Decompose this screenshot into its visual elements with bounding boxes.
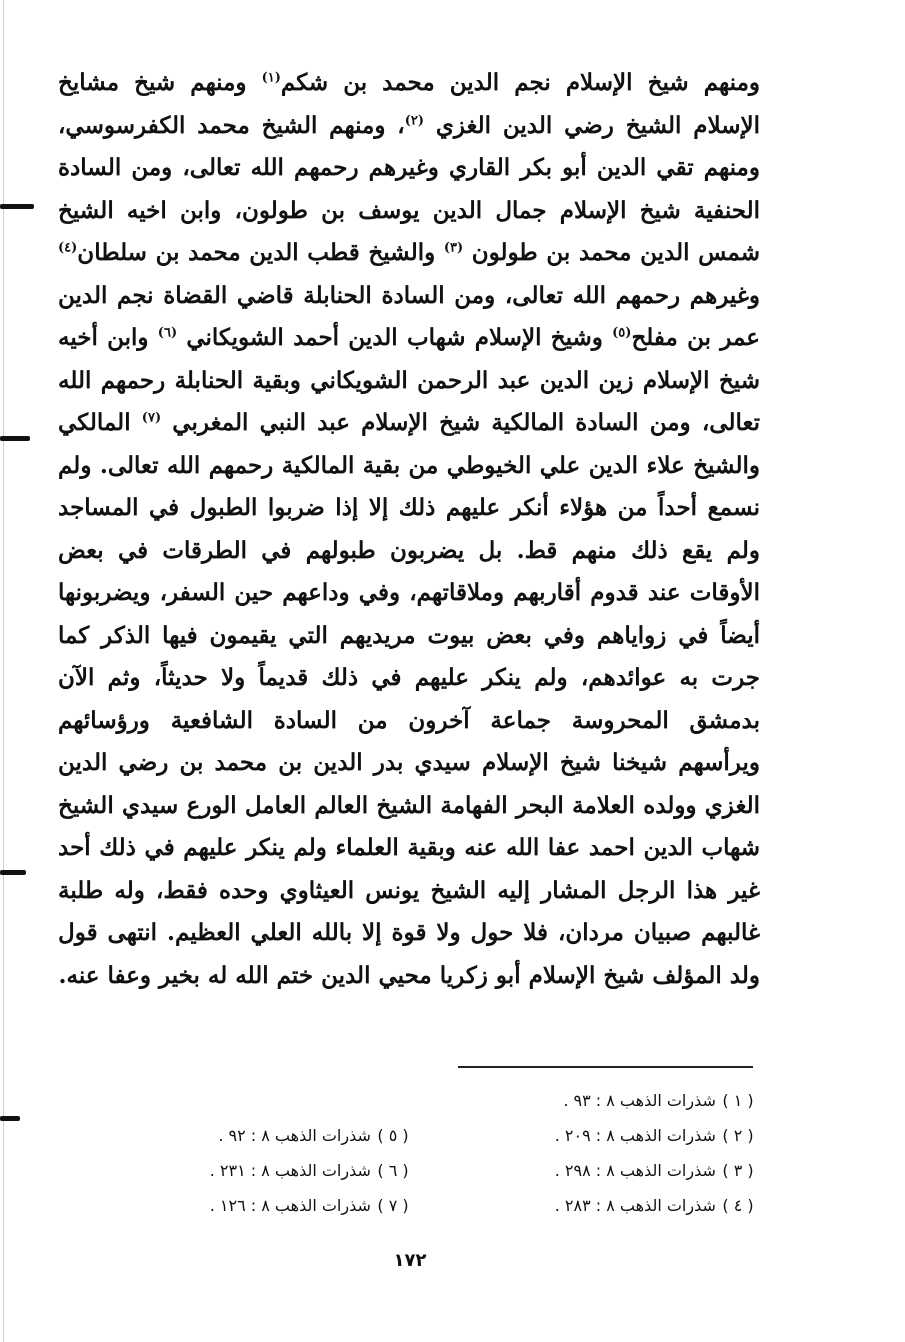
text-segment: ، ومنهم الشيخ محمد الكفرسوسي، ومنهم تقي الدين أبو بكر القاري وغيرهم رحمهم الله تعالى، ومن السادة الحنفية شيخ الإسلام جمال الدين يوسف بن طولون، وابن اخيه الشيخ شمس الدين محمد بن طولون [58,111,760,266]
footnote-text: شذرات الذهب ٨ : ٢٨٣ . [554,1196,716,1215]
footnote-item [150,1118,410,1153]
footnote-marker: (٤) [58,240,78,256]
footnote-item [500,1083,755,1118]
footnote-text: شذرات الذهب ٨ : ٢٠٩ . [554,1126,716,1145]
footnote-number: ( ٣ ) [722,1161,754,1180]
footnote-number: ( ٢ ) [722,1126,754,1145]
main-text [58,62,760,997]
footnote-marker: (٢) [404,112,425,128]
text-segment: وشيخ الإسلام شهاب الدين أحمد الشويكاني [177,324,613,351]
footnote-marker: (٣) [443,240,464,256]
footnote-text: شذرات الذهب ٨ : ١٢٦ . [209,1196,371,1215]
footnote-item [500,1118,755,1153]
footnote-text: شذرات الذهب ٨ : ٩٣ . [563,1091,716,1110]
footnote-item [150,1153,410,1188]
footnote-marker: (١) [261,70,281,86]
footnote-item [500,1153,755,1188]
footnote-number: ( ٥ ) [377,1126,409,1145]
footnote-item [500,1188,755,1223]
scan-mark [0,870,26,875]
footnote-marker: (٧) [141,410,162,426]
footnotes-left-column [150,1118,410,1223]
page-number: ١٧٢ [393,1250,427,1271]
footnote-marker: (٦) [157,325,178,341]
footnote-text: شذرات الذهب ٨ : ٩٢ . [218,1126,371,1145]
footnotes-right-column [500,1083,755,1223]
text-segment: والشيخ قطب الدين محمد بن سلطان [77,239,444,266]
text-segment: وغيرهم رحمهم الله تعالى، ومن السادة الحنابلة قاضي القضاة نجم الدين عمر بن مفلح [58,281,760,351]
text-segment: ومنهم شيخ مشايخ الإسلام الشيخ رضي الدين الغزي [58,69,760,139]
footnote-number: ( ٤ ) [722,1196,754,1215]
text-segment: وابن أخيه شيخ الإسلام زين الدين عبد الرحمن الشويكاني وبقية الحنابلة رحمهم الله تعالى، ومن السادة المالكية شيخ الإسلام عبد النبي المغربي [58,324,760,436]
scan-mark [0,204,34,209]
footnote-text: شذرات الذهب ٨ : ٢٩٨ . [554,1161,716,1180]
text-segment: المالكي والشيخ علاء الدين علي الخيوطي من بقية المالكية رحمهم الله تعالى. ولم نسمع أحداً من هؤلاء أنكر عليهم ذلك إلا إذا ضربوا الطبول في المساجد ولم يقع ذلك منهم قط. بل يضربون طبولهم في الطرقات في بعض الأوقات عند قدوم أقاربهم وملاقاتهم، وفي وداعهم حين السفر، ويضربونها أيضاً في زواياهم وفي بعض بيوت مريديهم التي يقيمون فيها الذكر كما جرت به عوائدهم، ولم ينكر عليهم في ذلك قديماً ولا حديثاً، وثم الآن بدمشق المحروسة جماعة آخرون من السادة الشافعية ورؤسائهم ويرأسهم شيخنا شيخ الإسلام سيدي بدر الدين بن محمد بن رضي الدين الغزي وولده العلامة البحر الفهامة الشيخ العالم العامل الورع سيدي الشيخ شهاب الدين احمد عفا الله عنه وبقية العلماء ولم ينكر عليهم في ذلك أحد غير هذا الرجل المشار إليه الشيخ يونس العيثاوي وحده فقط، وله طلبة غالبهم صبيان مردان، فلا حول ولا قوة إلا بالله العلي العظيم. انتهى قول ولد المؤلف شيخ الإسلام أبو زكريا محيي الدين ختم الله له بخير وعفا عنه. [58,409,760,989]
scan-mark [0,436,30,441]
footnote-number: ( ٧ ) [377,1196,409,1215]
footnote-number: ( ١ ) [722,1091,754,1110]
footnote-separator [458,1066,753,1068]
footnote-item [150,1188,410,1223]
footnote-number: ( ٦ ) [377,1161,409,1180]
footnote-text: شذرات الذهب ٨ : ٢٣١ . [209,1161,371,1180]
text-segment: ومنهم شيخ الإسلام نجم الدين محمد بن شكم [280,69,760,96]
footnote-marker: (٥) [612,325,632,341]
binding-edge-line [3,0,4,1342]
scan-mark [0,1116,20,1121]
